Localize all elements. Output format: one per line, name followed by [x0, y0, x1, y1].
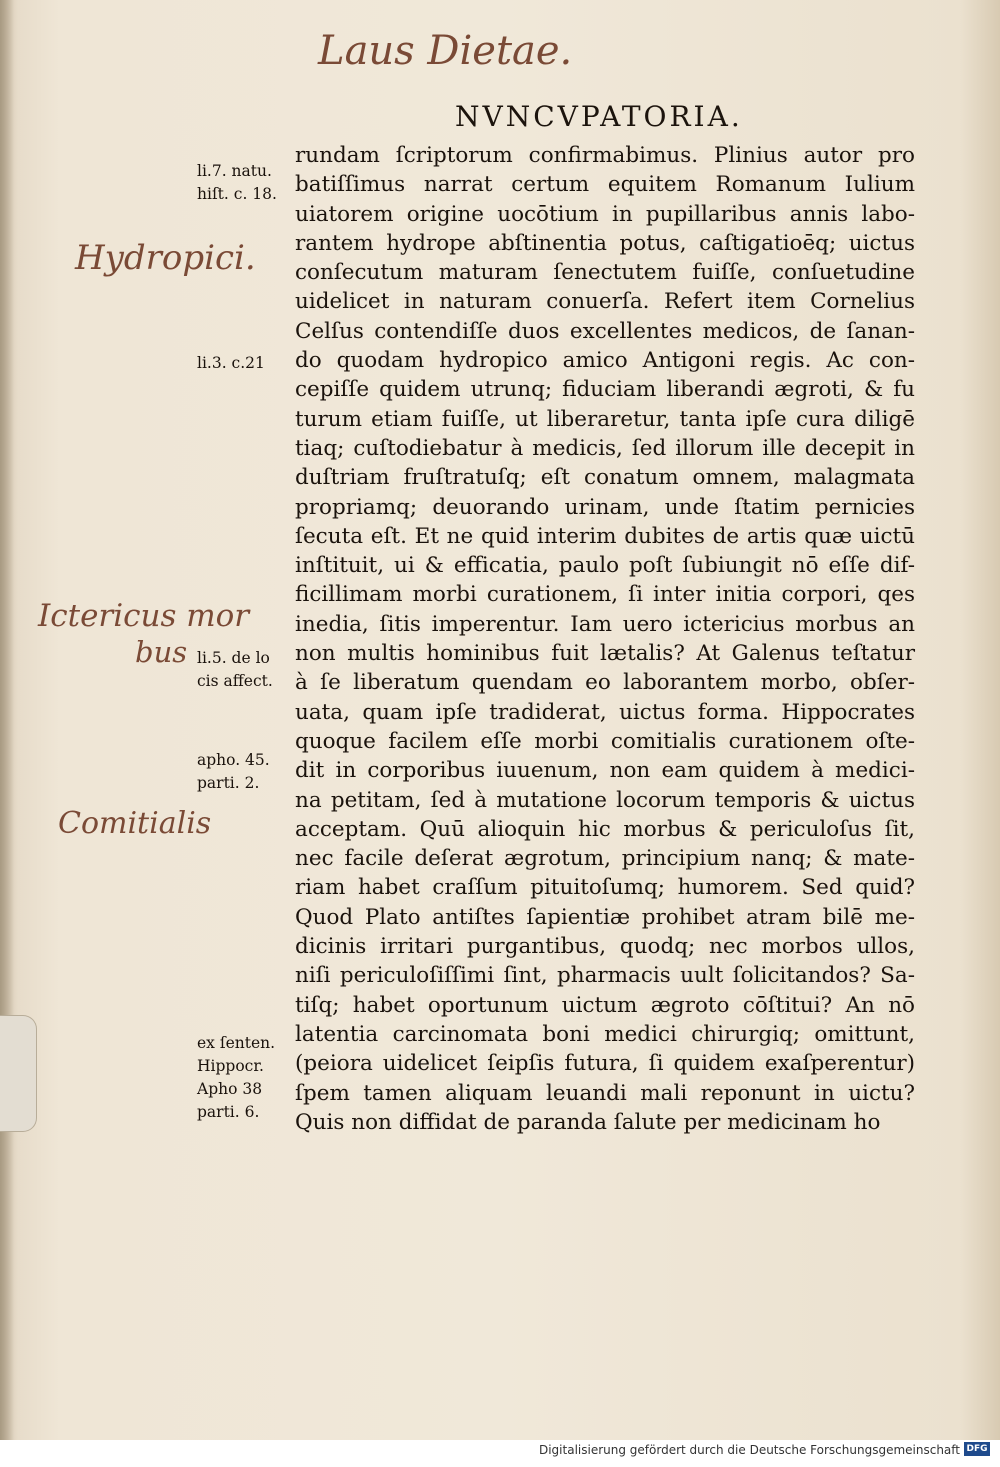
text-line: uiatorem origine uocōtium in pupillaribus annis labo- — [295, 201, 915, 227]
dfg-logo-icon: DFG — [964, 1442, 990, 1456]
handwritten-title: Laus Dietae. — [318, 28, 573, 74]
marginal-note-line: Hippocr. — [197, 1057, 264, 1075]
text-line: niſi periculoſiſſimi ſint, pharmacis uult ſolicitandos? Sa- — [295, 963, 915, 989]
text-line: ſpem tamen aliquam leuandi mali reponunt in uictu? — [295, 1080, 915, 1106]
text-line: duſtriam fruſtratuſq; eſt conatum omnem, malagmata — [295, 465, 915, 491]
text-line: latentia carcinomata boni medici chirurgiq; omittunt, — [295, 1021, 915, 1047]
marginal-note-galen — [197, 647, 292, 693]
text-line: riam habet craſſum pituitoſumq; humorem. Sed quid? — [295, 875, 915, 901]
text-line: inſtituit, ui & efficatia, paulo poſt ſubiungit nō eſſe dif- — [295, 553, 915, 579]
text-line: Quod Plato antiſtes ſapientiæ prohibet atram bilē me- — [295, 904, 915, 930]
text-line: Quis non diffidat de paranda ſalute per medicinam ho — [295, 1109, 881, 1135]
marginal-note-line: hiſt. c. 18. — [197, 185, 277, 203]
text-line: conſecutum maturam ſenectutem fuiſſe, conſuetudine — [295, 260, 915, 286]
text-line: ſecuta eſt. Et ne quid interim dubites de artis quæ uictū — [295, 523, 915, 549]
marginal-note-line: parti. 6. — [197, 1103, 260, 1121]
marginal-note-aphorism-45 — [197, 749, 292, 795]
handwritten-comitialis: Comitialis — [58, 806, 212, 841]
main-text-block — [295, 141, 915, 1137]
text-line: non multis hominibus fuit lætalis? At Galenus teſtatur — [295, 641, 915, 667]
digitization-credit: Digitalisierung gefördert durch die Deutsche Forschungsgemeinschaft — [538, 1443, 960, 1457]
marginal-note-line: li.5. de lo — [197, 649, 270, 667]
text-line: rundam ſcriptorum confirmabimus. Plinius autor pro — [295, 143, 915, 168]
text-line: (peiora uidelicet ſeipſis futura, ſi quidem exaſperentur) — [295, 1051, 915, 1077]
text-line: tiſq; habet oportunum uictum ægroto cōſtitui? An nō — [295, 992, 915, 1018]
text-line: uata, quam ipſe tradiderat, uictus forma. Hippocrates — [295, 699, 915, 725]
marginal-note-line: cis affect. — [197, 672, 273, 690]
text-line: ficillimam morbi curationem, ſi inter initia corpori, qes — [295, 582, 915, 608]
marginal-note-line: apho. 45. — [197, 751, 270, 769]
text-line: turum etiam fuiſſe, ut liberaretur, tanta ipſe cura diligē — [295, 406, 915, 432]
marginal-note-aphorism-38 — [197, 1032, 292, 1124]
text-line: acceptam. Quū alioquin hic morbus & periculoſus ſit, — [295, 816, 915, 842]
text-line: na petitam, ſed à mutatione locorum temporis & uictus — [295, 787, 915, 813]
text-line: propriamq; deuorando urinam, unde ſtatim pernicies — [295, 494, 915, 520]
marginal-note-celsus — [197, 352, 292, 375]
text-line: à ſe liberatum quendam eo laborantem morbo, obſer- — [295, 670, 915, 696]
text-line: uidelicet in naturam conuerſa. Refert item Cornelius — [295, 289, 915, 315]
text-line: rantem hydrope abſtinentia potus, caſtigatioēq; uictus — [295, 230, 915, 256]
running-header: NVNCVPATORIA. — [455, 100, 743, 133]
marginal-note-line: Apho 38 — [197, 1080, 263, 1098]
marginal-note-line: ex ſenten. — [197, 1034, 276, 1052]
page-clip-tab — [0, 1015, 37, 1132]
text-line: cepiſſe quidem utrunq; fiduciam liberandi ægroti, & fu — [295, 377, 915, 403]
text-line: nec facile deſerat ægrotum, principium nanq; & mate- — [295, 846, 915, 872]
handwritten-hydropici: Hydropici. — [75, 238, 256, 278]
text-line: dit in corporibus iuuenum, non eam quidem à medici- — [295, 758, 915, 784]
handwritten-ictericus-line2: bus — [135, 635, 188, 669]
text-line: batiſſimus narrat certum equitem Romanum Iulium — [295, 172, 915, 198]
text-line: dicinis irritari purgantibus, quodq; nec morbos ullos, — [295, 934, 915, 960]
marginal-note-line: parti. 2. — [197, 774, 260, 792]
binding-shadow — [0, 0, 14, 1440]
text-line: quoque facilem eſſe morbi comitialis curationem oſte- — [295, 728, 915, 754]
marginal-note-pliny — [197, 160, 292, 206]
text-line: do quodam hydropico amico Antigoni regis. Ac con- — [295, 348, 915, 374]
marginal-note-line: li.3. c.21 — [197, 354, 265, 372]
marginal-note-line: li.7. natu. — [197, 162, 272, 180]
handwritten-ictericus-line1: Ictericus mor — [38, 598, 250, 634]
text-line: inedia, ſitis imperentur. Iam uero ictericius morbus an — [295, 611, 915, 637]
text-line: Celſus contendiſſe duos excellentes medicos, de ſanan- — [295, 318, 915, 344]
text-line: tiaq; cuſtodiebatur à medicis, ſed illorum ille decepit in — [295, 435, 915, 461]
